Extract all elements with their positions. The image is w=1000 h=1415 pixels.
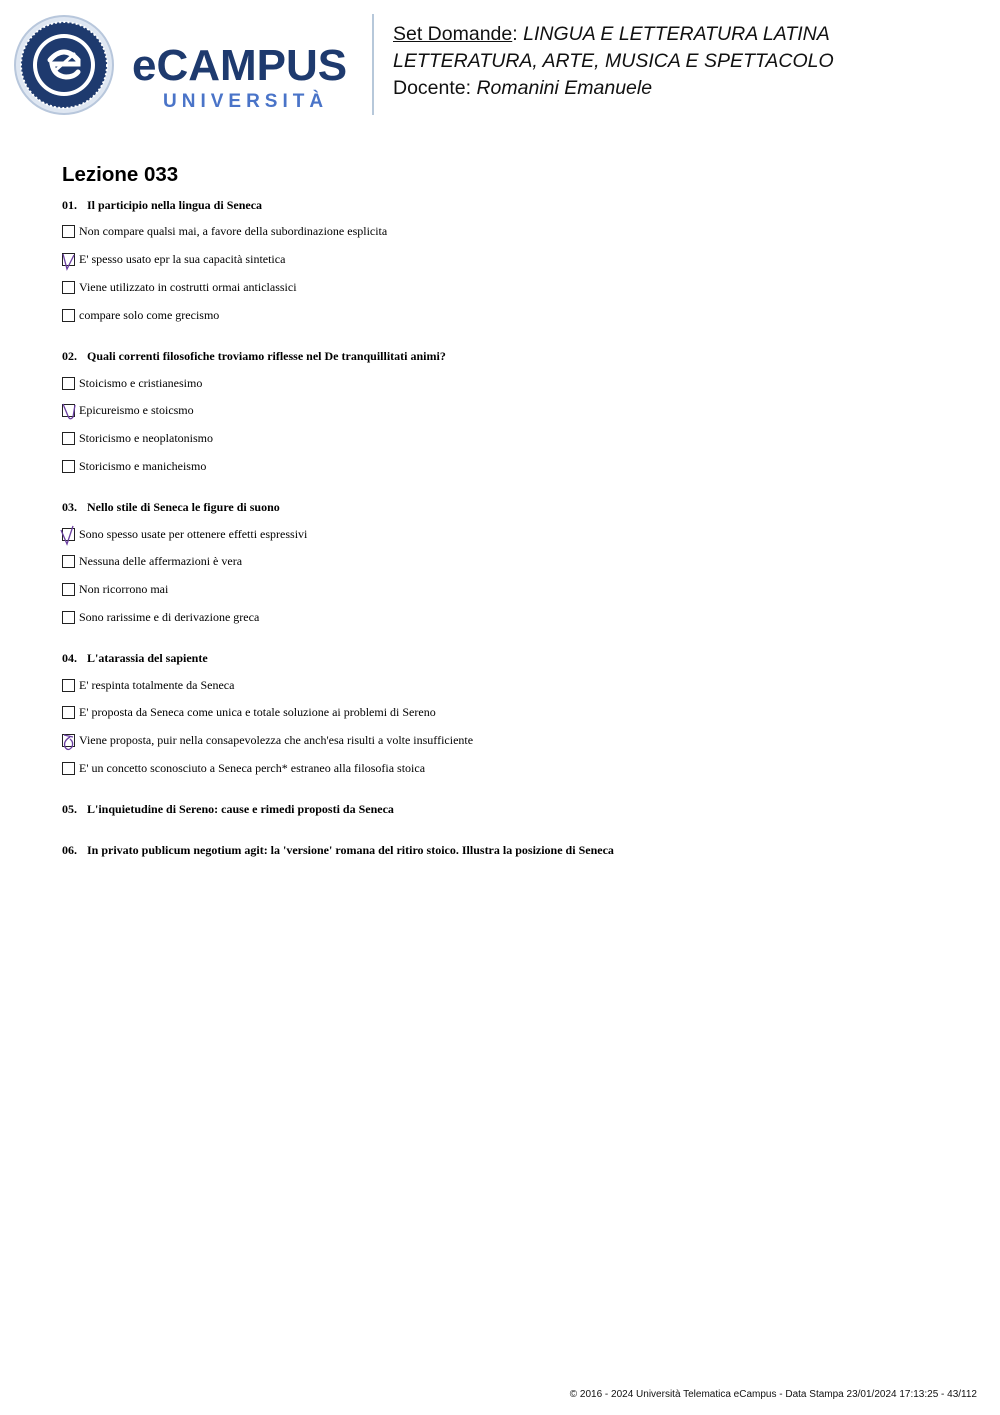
checkbox-marked[interactable] <box>62 734 75 747</box>
q03-option-1[interactable] <box>62 526 307 542</box>
q01-option-3[interactable] <box>62 279 297 295</box>
option-text: compare solo come grecismo <box>79 308 220 322</box>
option-text: E' un concetto sconosciuto a Seneca perch* estraneo alla filosofia stoica <box>79 761 426 775</box>
q03-option-3[interactable] <box>62 581 168 597</box>
checkbox[interactable] <box>62 583 75 596</box>
docente-label: Docente: <box>393 77 477 99</box>
q04-option-2[interactable] <box>62 704 436 720</box>
checkbox-marked[interactable] <box>62 404 75 417</box>
option-text: Storicismo e manicheismo <box>79 459 207 473</box>
q02-option-3[interactable] <box>62 430 213 446</box>
logo-brand-text: eCAMPUS <box>132 41 348 90</box>
set-label: Set Domande <box>393 23 513 45</box>
q02-option-4[interactable] <box>62 458 206 474</box>
question-text: L'inquietudine di Sereno: cause e rimedi proposti da Seneca <box>87 802 394 816</box>
question-number: 06. <box>62 843 77 857</box>
set-colon: : <box>512 23 524 45</box>
header-divider <box>372 14 374 115</box>
option-text: Storicismo e neoplatonismo <box>79 431 213 445</box>
option-text: E' spesso usato epr la sua capacità sintetica <box>79 252 286 266</box>
lesson-title: Lezione 033 <box>62 163 179 186</box>
question-text: Quali correnti filosofiche troviamo riflesse nel De tranquillitati animi? <box>87 349 446 363</box>
option-text: Non compare qualsi mai, a favore della subordinazione esplicita <box>79 224 388 238</box>
checkbox[interactable] <box>62 762 75 775</box>
checkbox[interactable] <box>62 555 75 568</box>
option-text: E' respinta totalmente da Seneca <box>79 678 235 692</box>
checkbox-marked[interactable] <box>62 528 75 541</box>
docente-name: Romanini Emanuele <box>476 77 653 99</box>
ecampus-logo <box>14 14 359 116</box>
logo-sub-text: UNIVERSITÀ <box>163 91 329 112</box>
course-line-2: LETTERATURA, ARTE, MUSICA E SPETTACOLO <box>393 50 834 72</box>
header-line-1 <box>393 21 983 48</box>
question-text: L'atarassia del sapiente <box>87 651 208 665</box>
checkbox[interactable] <box>62 281 75 294</box>
option-text: Sono rarissime e di derivazione greca <box>79 610 260 624</box>
check-mark-icon <box>61 401 77 421</box>
checkbox[interactable] <box>62 611 75 624</box>
check-mark-icon <box>61 525 77 545</box>
q01-option-4[interactable] <box>62 307 219 323</box>
option-text: Non ricorrono mai <box>79 582 169 596</box>
q02-option-2[interactable] <box>62 402 194 418</box>
question-text: Nello stile di Seneca le figure di suono <box>87 500 280 514</box>
checkbox[interactable] <box>62 706 75 719</box>
checkbox-marked[interactable] <box>62 253 75 266</box>
check-mark-icon <box>61 731 77 751</box>
question-04 <box>62 650 208 666</box>
q03-option-4[interactable] <box>62 609 259 625</box>
q01-option-1[interactable] <box>62 223 387 239</box>
checkbox[interactable] <box>62 309 75 322</box>
option-text: Viene utilizzato in costrutti ormai anticlassici <box>79 280 297 294</box>
check-mark-icon <box>61 250 77 270</box>
checkbox[interactable] <box>62 460 75 473</box>
header-line-2 <box>393 48 983 75</box>
header-info <box>393 21 983 102</box>
q04-option-3[interactable] <box>62 732 473 748</box>
checkbox[interactable] <box>62 225 75 238</box>
question-01 <box>62 197 262 213</box>
question-text: In privato publicum negotium agit: la 'versione' romana del ritiro stoico. Illustra la posizione di Seneca <box>87 843 614 857</box>
q02-option-1[interactable] <box>62 375 202 391</box>
page-footer: © 2016 - 2024 Università Telematica eCampus - Data Stampa 23/01/2024 17:13:25 - 43/112 <box>569 1389 977 1400</box>
header-line-3 <box>393 75 983 102</box>
checkbox[interactable] <box>62 432 75 445</box>
question-03 <box>62 499 280 515</box>
q01-option-2[interactable] <box>62 251 285 267</box>
question-06 <box>62 842 614 858</box>
q04-option-4[interactable] <box>62 760 425 776</box>
option-text: E' proposta da Seneca come unica e totale soluzione ai problemi di Sereno <box>79 705 436 719</box>
option-text: Nessuna delle affermazioni è vera <box>79 554 243 568</box>
question-number: 03. <box>62 500 77 514</box>
course-line-1: LINGUA E LETTERATURA LATINA <box>523 23 830 45</box>
question-05 <box>62 801 394 817</box>
option-text: Viene proposta, puir nella consapevolezza che anch'esa risulti a volte insufficiente <box>79 733 474 747</box>
question-text: Il participio nella lingua di Seneca <box>87 198 263 212</box>
option-text: Stoicismo e cristianesimo <box>79 376 203 390</box>
checkbox[interactable] <box>62 679 75 692</box>
option-text: Epicureismo e stoicsmo <box>79 403 194 417</box>
ecampus-logo-graphic <box>14 14 359 116</box>
question-02 <box>62 348 446 364</box>
checkbox[interactable] <box>62 377 75 390</box>
question-number: 02. <box>62 349 77 363</box>
question-number: 01. <box>62 198 77 212</box>
option-text: Sono spesso usate per ottenere effetti espressivi <box>79 527 308 541</box>
q03-option-2[interactable] <box>62 553 242 569</box>
q04-option-1[interactable] <box>62 677 234 693</box>
question-number: 04. <box>62 651 77 665</box>
question-number: 05. <box>62 802 77 816</box>
